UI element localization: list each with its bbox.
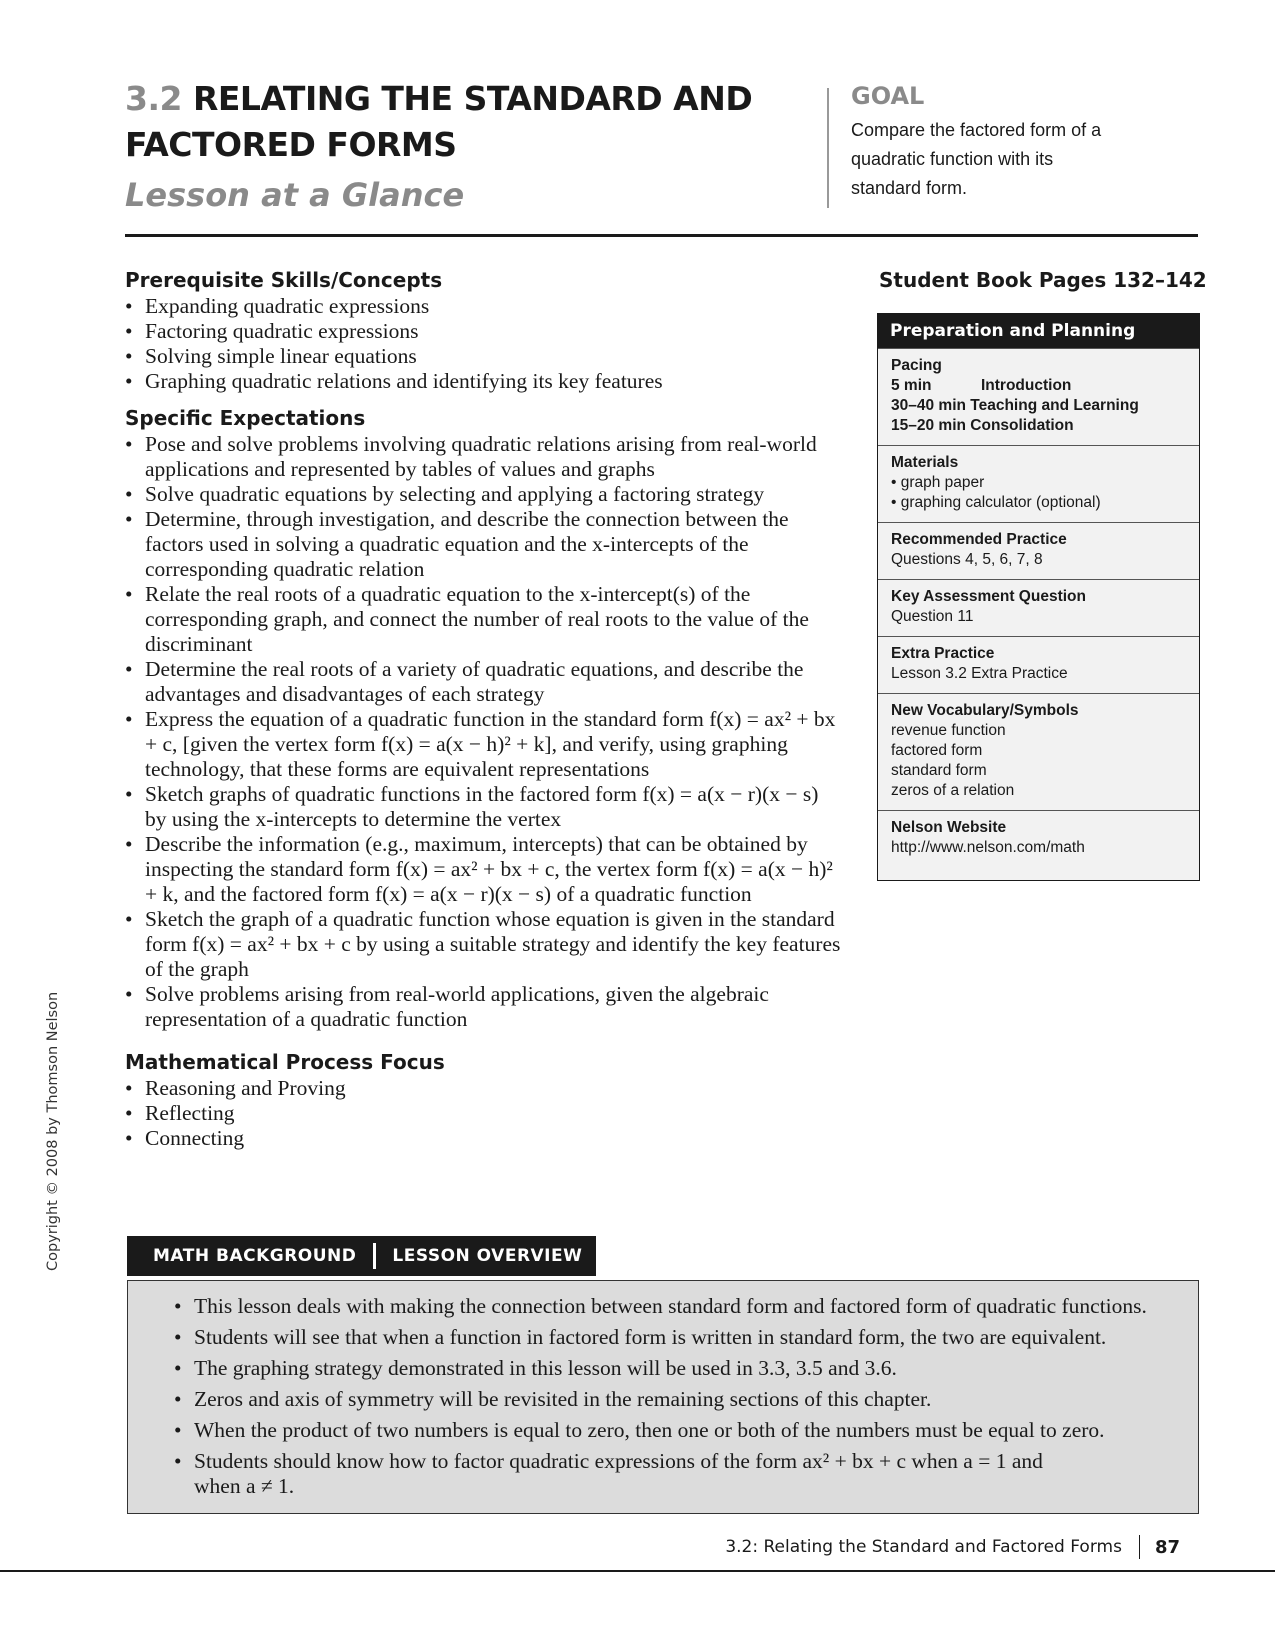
material-item: • graph paper: [891, 474, 985, 491]
list-item: • Describe the information (e.g., maximum, intercepts) that can be obtained by inspecting the standard form f(x) = ax² + bx + c, the vertex form f(x) = a(x − h)² + k, and the factored form f(x) = a(x − r)(x − s) of a quadratic function: [125, 832, 845, 907]
expectations-list: [125, 432, 845, 1032]
practice-title: Recommended Practice: [891, 531, 1067, 548]
list-item: • Express the equation of a quadratic function in the standard form f(x) = ax² + bx + c, [given the vertex form f(x) = a(x − h)² + k], and verify, using graphing technology, that these forms are equivalent representations: [125, 707, 845, 782]
prep-header: Preparation and Planning: [878, 314, 1199, 348]
list-item: • Connecting: [125, 1126, 845, 1151]
assessment-section: [878, 579, 1199, 636]
tab-math-background: MATH BACKGROUND: [153, 1246, 357, 1266]
footer-separator: [1139, 1535, 1140, 1559]
vocabulary-title: New Vocabulary/Symbols: [891, 702, 1079, 719]
list-item: • Students should know how to factor quadratic expressions of the form ax² + bx + c when a = 1 and when a ≠ 1.: [174, 1449, 1074, 1499]
pacing-time: 15–20 min: [891, 417, 966, 434]
page-title: [125, 76, 825, 122]
list-item: • Sketch the graph of a quadratic function whose equation is given in the standard form f(x) = ax² + bx + c by using a suitable strategy and identify the key features of the graph: [125, 907, 845, 982]
pacing-title: Pacing: [891, 357, 942, 374]
lesson-title-block: [125, 76, 825, 220]
pacing-row: [891, 416, 1186, 436]
list-item: • Students will see that when a function in factored form is written in standard form, the two are equivalent.: [174, 1325, 1198, 1350]
practice-text: Questions 4, 5, 6, 7, 8: [891, 551, 1043, 568]
pacing-time: 30–40 min: [891, 397, 966, 414]
pacing-section: [878, 348, 1199, 445]
list-item: • Determine, through investigation, and describe the connection between the factors used in solving a quadratic equation and the x-intercepts of the corresponding quadratic relation: [125, 507, 845, 582]
list-item: • Reflecting: [125, 1101, 845, 1126]
pacing-activity: Consolidation: [970, 417, 1074, 434]
list-item: • Factoring quadratic expressions: [125, 319, 845, 344]
lesson-number: 3.2: [125, 79, 182, 118]
goal-block: [851, 80, 1171, 203]
vocabulary-item: factored form: [891, 742, 983, 759]
list-item: • Reasoning and Proving: [125, 1076, 845, 1101]
overview-list: [128, 1294, 1198, 1499]
page-footer: [680, 1535, 1180, 1559]
prerequisites-list: [125, 294, 845, 394]
extra-practice-text: Lesson 3.2 Extra Practice: [891, 665, 1068, 682]
list-item: • Expanding quadratic expressions: [125, 294, 845, 319]
tab-lesson-overview: LESSON OVERVIEW: [392, 1246, 583, 1266]
list-item: • Graphing quadratic relations and identifying its key features: [125, 369, 845, 394]
vocabulary-item: standard form: [891, 762, 987, 779]
list-item: • The graphing strategy demonstrated in this lesson will be used in 3.3, 3.5 and 3.6.: [174, 1356, 1198, 1381]
header-divider: [125, 234, 1198, 237]
page-number: 87: [1154, 1536, 1180, 1558]
list-item: • Solve quadratic equations by selecting and applying a factoring strategy: [125, 482, 845, 507]
copyright-notice: Copyright © 2008 by Thomson Nelson: [45, 991, 61, 1271]
page-subtitle: Lesson at a Glance: [125, 176, 465, 214]
expectations-heading: Specific Expectations: [125, 406, 366, 430]
goal-divider: [827, 88, 829, 208]
list-item: • Solving simple linear equations: [125, 344, 845, 369]
materials-section: [878, 445, 1199, 522]
list-item: • Relate the real roots of a quadratic equation to the x-intercept(s) of the corresponding graph, and connect the number of real roots to the value of the discriminant: [125, 582, 845, 657]
pacing-activity: Teaching and Learning: [970, 397, 1139, 414]
pacing-activity: Introduction: [981, 377, 1072, 394]
list-item: • Solve problems arising from real-world applications, given the algebraic representation of a quadratic function: [125, 982, 845, 1032]
materials-title: Materials: [891, 454, 959, 471]
vocabulary-item: revenue function: [891, 722, 1006, 739]
pacing-time: 5 min: [891, 377, 932, 394]
extra-practice-title: Extra Practice: [891, 645, 995, 662]
website-title: Nelson Website: [891, 819, 1007, 836]
goal-heading: GOAL: [851, 82, 925, 110]
assessment-text: Question 11: [891, 608, 974, 625]
vocabulary-item: zeros of a relation: [891, 782, 1015, 799]
process-focus-heading: Mathematical Process Focus: [125, 1050, 445, 1074]
prerequisites-heading: Prerequisite Skills/Concepts: [125, 268, 443, 292]
list-item: • When the product of two numbers is equal to zero, then one or both of the numbers must be equal to zero.: [174, 1418, 1198, 1443]
list-item: • Pose and solve problems involving quadratic relations arising from real-world applications and represented by tables of values and graphs: [125, 432, 845, 482]
extra-practice-section: [878, 636, 1199, 693]
vocabulary-section: [878, 693, 1199, 810]
process-focus-list: [125, 1076, 845, 1151]
list-item: • Sketch graphs of quadratic functions in the factored form f(x) = a(x − r)(x − s) by using the x-intercepts to determine the vertex: [125, 782, 845, 832]
lesson-overview-box: [127, 1280, 1199, 1514]
student-book-pages: Student Book Pages 132–142: [879, 268, 1207, 292]
title-line-1: RELATING THE STANDARD AND: [192, 79, 753, 118]
material-item: • graphing calculator (optional): [891, 494, 1101, 511]
preparation-planning-box: [877, 313, 1200, 881]
title-line-2: FACTORED FORMS: [125, 125, 457, 164]
footer-divider: [0, 1570, 1275, 1572]
website-section: [878, 810, 1199, 880]
left-column: [125, 266, 845, 1161]
goal-text: Compare the factored form of a quadratic function with its standard form.: [851, 120, 1102, 198]
practice-section: [878, 522, 1199, 579]
footer-title: 3.2: Relating the Standard and Factored Forms: [725, 1537, 1122, 1557]
pacing-row: [891, 376, 1186, 396]
list-item: • Determine the real roots of a variety of quadratic equations, and describe the advantages and disadvantages of each strategy: [125, 657, 845, 707]
list-item: • Zeros and axis of symmetry will be revisited in the remaining sections of this chapter.: [174, 1387, 1198, 1412]
list-item: • This lesson deals with making the connection between standard form and factored form of quadratic functions.: [174, 1294, 1198, 1319]
background-tabs: [127, 1236, 596, 1276]
website-link[interactable]: http://www.nelson.com/math: [891, 839, 1085, 856]
assessment-title: Key Assessment Question: [891, 588, 1086, 605]
pacing-row: [891, 396, 1186, 416]
